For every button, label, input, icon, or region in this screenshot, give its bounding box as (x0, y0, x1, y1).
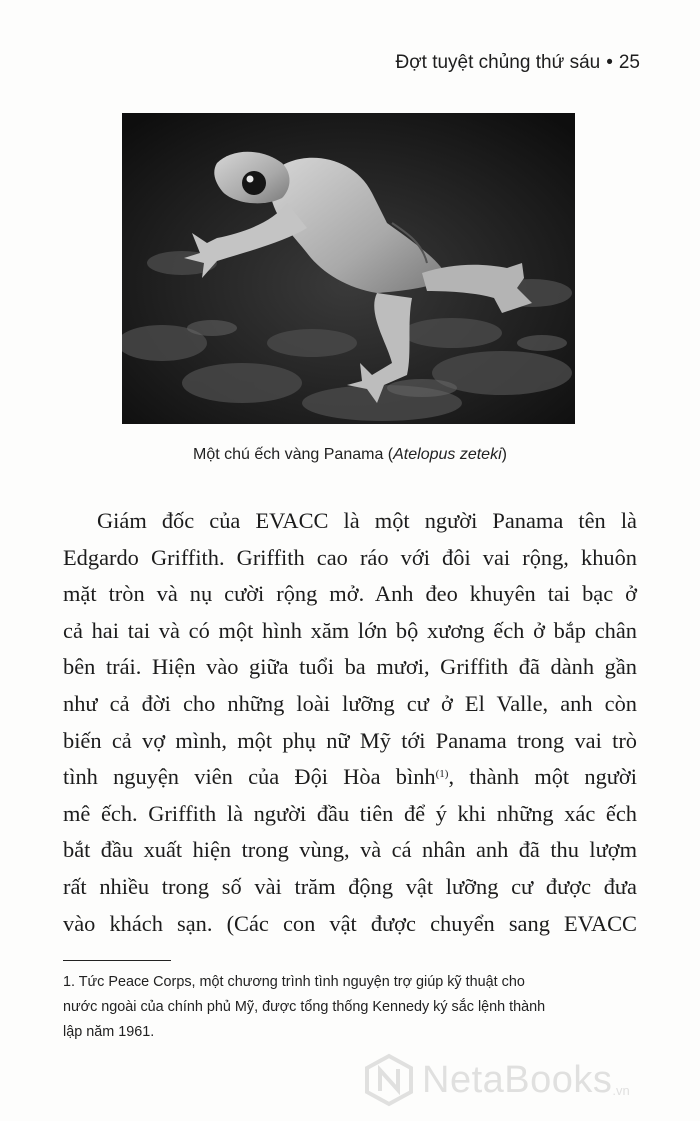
footnote-line: lập năm 1961. (63, 1024, 155, 1040)
body-line: như cả đời cho những loài lưỡng cư ở El Valle, anh còn (63, 690, 637, 716)
frog-illustration (122, 113, 575, 424)
footnote-line: nước ngoài của chính phủ Mỹ, được tổng thống Kennedy ký sắc lệnh thành (63, 999, 546, 1015)
body-line: mặt tròn và nụ cười rộng mở. Anh đeo khuyên tai bạc ở (63, 581, 637, 607)
body-paragraph (63, 503, 637, 942)
body-line: biến cả vợ mình, một phụ nữ Mỹ tới Panama trong vai trò (63, 727, 637, 753)
body-line: mê ếch. Griffith là người đầu tiên để ý khi những xác ếch (63, 800, 637, 826)
watermark-brand: NetaBooks (422, 1058, 613, 1101)
frog-photo (122, 113, 575, 424)
running-header (395, 52, 640, 74)
body-line: rất nhiều trong số vài trăm động vật lưỡng cư được đưa (63, 873, 637, 899)
watermark (362, 1050, 682, 1110)
body-line: Edgardo Griffith. Griffith cao ráo với đôi vai rộng, khuôn (63, 544, 637, 570)
footnote-reference[interactable]: (1) (435, 768, 449, 781)
chapter-title: Đợt tuyệt chủng thứ sáu (395, 52, 601, 73)
caption-close: ) (501, 446, 507, 463)
footnote-line: 1. Tức Peace Corps, một chương trình tình nguyện trợ giúp kỹ thuật cho (63, 974, 525, 990)
header-separator: • (606, 52, 613, 73)
page-number: 25 (618, 52, 640, 73)
watermark-tld: .vn (612, 1083, 630, 1098)
netabooks-logo-icon (362, 1053, 416, 1107)
body-line: Giám đốc của EVACC là một người Panama tên là (97, 508, 637, 533)
body-line-with-footnote (63, 759, 637, 796)
body-line: bên trái. Hiện vào giữa tuổi ba mươi, Griffith đã dành gần (63, 654, 637, 680)
footnote (63, 970, 637, 1045)
caption-text: Một chú ếch vàng Panama ( (193, 446, 394, 463)
body-line: bắt đầu xuất hiện trong vùng, và cá nhân anh đã thu lượm (63, 837, 637, 863)
figure-caption (0, 446, 700, 464)
footnote-divider (63, 960, 171, 961)
body-line-tail: , thành một người (448, 764, 637, 790)
body-line-text: tình nguyện viên của Đội Hòa bình (63, 764, 436, 790)
body-line: vào khách sạn. (Các con vật được chuyển sang EVACC (63, 910, 637, 936)
caption-species: Atelopus zeteki (393, 446, 502, 463)
body-line: cả hai tai và có một hình xăm lớn bộ xương ếch ở bắp chân (63, 617, 637, 643)
